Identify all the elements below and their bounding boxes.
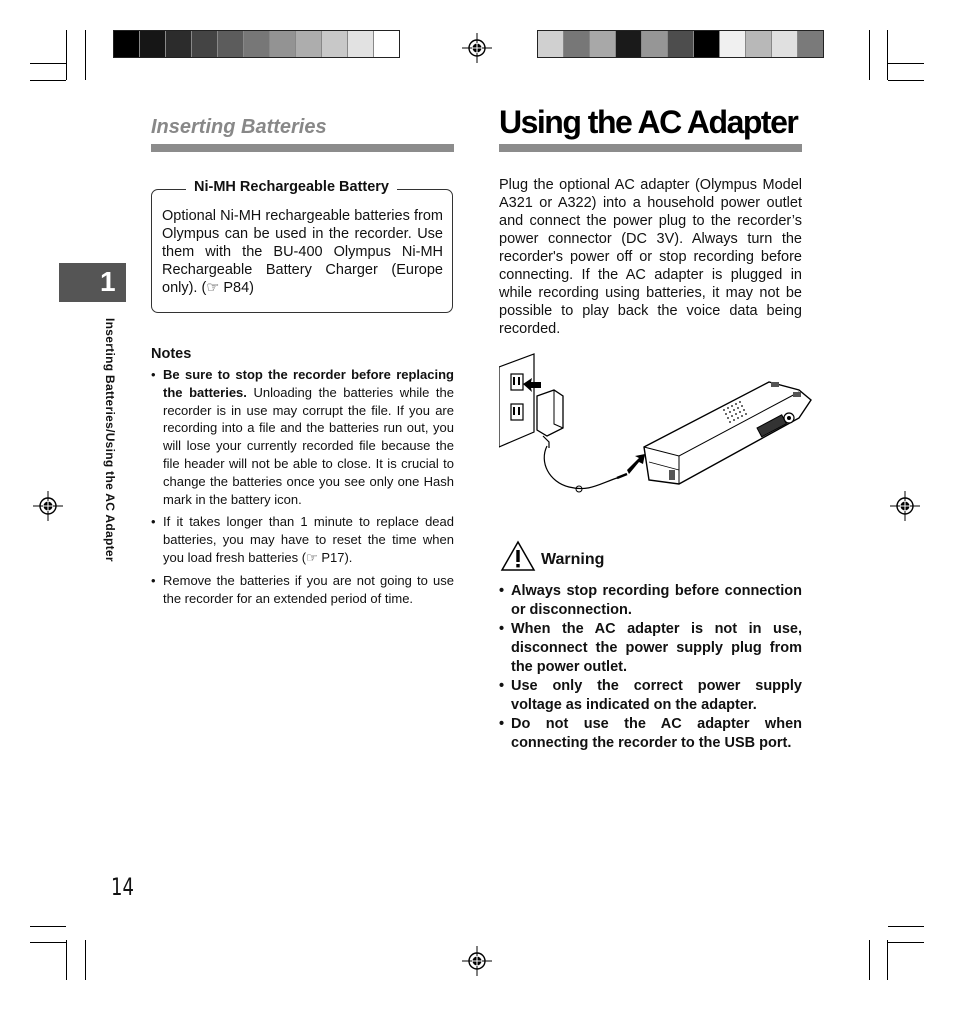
color-calibration-bar-left [113,30,400,58]
note-text: Remove the batteries if you are not going to use the recorder for an extended period of time. [163,572,454,606]
color-swatch [772,31,798,57]
page-title: Using the AC Adapter [499,104,798,140]
color-swatch [694,31,720,57]
body-paragraph: Plug the optional AC adapter (Olympus Model A321 or A322) into a household power outlet and connect the power plug to the recorder’s power connector (DC 3V). Always turn the recorder's power off or stop recording before connecting. If the AC adapter is plugged in while recording using batteries, it may not be possible to play back the voice data being recorded. [499,177,802,337]
color-swatch [322,31,348,57]
warning-item: • Always stop recording before connection or disconnection. [499,582,802,620]
color-swatch [720,31,746,57]
warning-item: • Use only the correct power supply voltage as indicated on the adapter. [499,677,802,715]
color-swatch [114,31,140,57]
note-item [151,572,454,608]
warning-triangle-icon [500,540,536,572]
title-rule [499,144,802,152]
registration-mark-icon [890,491,920,521]
warning-list [499,582,802,753]
note-item [151,366,454,508]
color-swatch [590,31,616,57]
notes-list [151,366,454,612]
color-swatch [374,31,399,57]
color-swatch [166,31,192,57]
color-swatch [616,31,642,57]
color-swatch [348,31,374,57]
warning-item: • When the AC adapter is not in use, disconnect the power supply plug from the power outlet. [499,620,802,677]
ac-adapter-illustration [499,352,815,502]
color-swatch [798,31,823,57]
note-bold-text: Be sure to stop the recorder before replacing the batteries. [163,367,454,400]
note-text: Unloading the batteries while the recorder is in use may corrupt the file. If you are recording into a file and the batteries run out, you will lose your currently recorded file because the file header will not be able to close. It is crucial to change the batteries once you see only one Hash mark in the battery icon. [163,384,454,507]
section-title: Inserting Batteries [151,116,327,138]
info-box-text: Optional Ni-MH rechargeable batteries from Olympus can be used in the recorder. Use them with the BU-400 Olympus Ni-MH Rechargeable Battery Charger (Europe only). (☞ P84) [162,208,443,296]
color-swatch [564,31,590,57]
registration-mark-icon [33,491,63,521]
note-item [151,513,454,566]
registration-mark-icon [462,33,492,63]
info-box-title: Ni-MH Rechargeable Battery [186,179,397,195]
chapter-number: 1 [100,266,116,297]
color-swatch [296,31,322,57]
color-swatch [140,31,166,57]
notes-heading: Notes [151,346,192,362]
color-swatch [218,31,244,57]
page-number: 14 [111,873,134,901]
color-swatch [244,31,270,57]
note-text: If it takes longer than 1 minute to replace dead batteries, you may have to reset the time when you load fresh batteries (☞ P17). [163,514,454,565]
color-swatch [668,31,694,57]
color-swatch [270,31,296,57]
color-swatch [642,31,668,57]
warning-item: • Do not use the AC adapter when connecting the recorder to the USB port. [499,715,802,753]
color-swatch [538,31,564,57]
color-calibration-bar-right [537,30,824,58]
chapter-tab [59,263,126,302]
color-swatch [192,31,218,57]
color-swatch [746,31,772,57]
section-rule [151,144,454,152]
vertical-chapter-label: Inserting Batteries/Using the AC Adapter [103,318,117,562]
registration-mark-icon [462,946,492,976]
warning-heading: Warning [541,551,605,568]
